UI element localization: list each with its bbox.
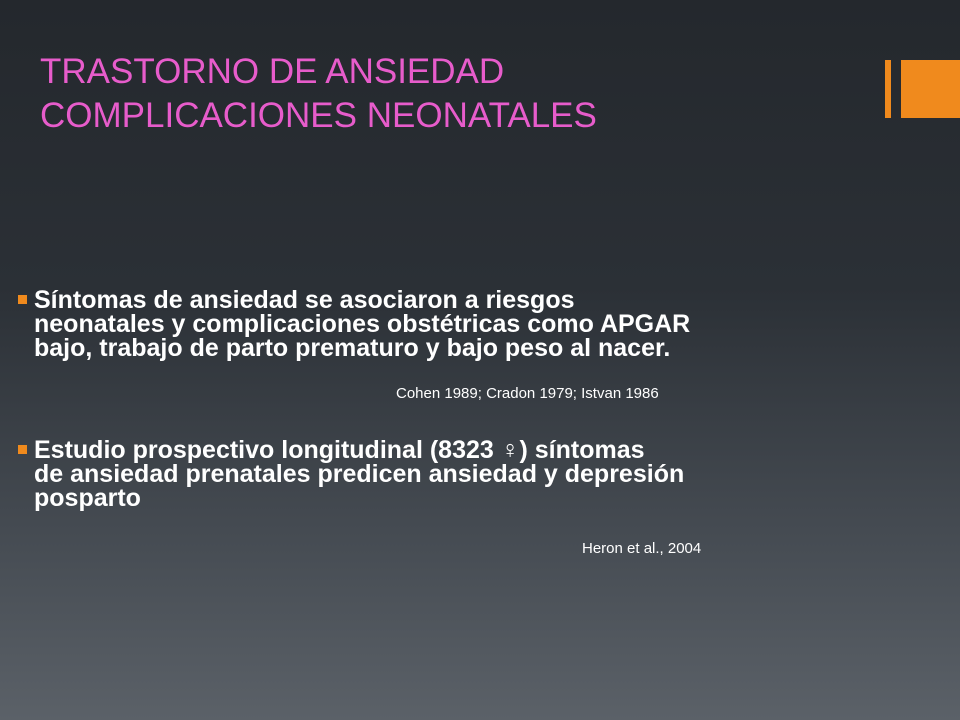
- bullet-text-line: de ansiedad prenatales predicen ansiedad y depresión: [34, 460, 685, 488]
- accent-bar-block: [901, 60, 960, 118]
- bullet-text-line: bajo, trabajo de parto prematuro y bajo peso al nacer.: [34, 334, 671, 362]
- bullet-item-anxiety-risks: [18, 288, 948, 360]
- bullet-text-line: neonatales y complicaciones obstétricas como APGAR: [34, 310, 691, 338]
- citation: Cohen 1989; Cradon 1979; Istvan 1986: [396, 385, 659, 402]
- slide-title-line-1: TRASTORNO DE ANSIEDAD: [40, 52, 505, 91]
- accent-bar-thin: [885, 60, 891, 118]
- bullet-text-line: posparto: [34, 484, 141, 512]
- bullet-square-icon: [18, 295, 27, 304]
- bullet-text-line: Síntomas de ansiedad se asociaron a riesgos: [34, 286, 575, 314]
- citation: Heron et al., 2004: [582, 540, 702, 557]
- slide-title-line-2: COMPLICACIONES NEONATALES: [40, 96, 597, 135]
- bullet-text-line: Estudio prospectivo longitudinal (8323 ♀) síntomas: [34, 436, 645, 464]
- slide-title: [40, 50, 860, 138]
- bullet-square-icon: [18, 445, 27, 454]
- bullet-item-prospective-study: [18, 438, 948, 510]
